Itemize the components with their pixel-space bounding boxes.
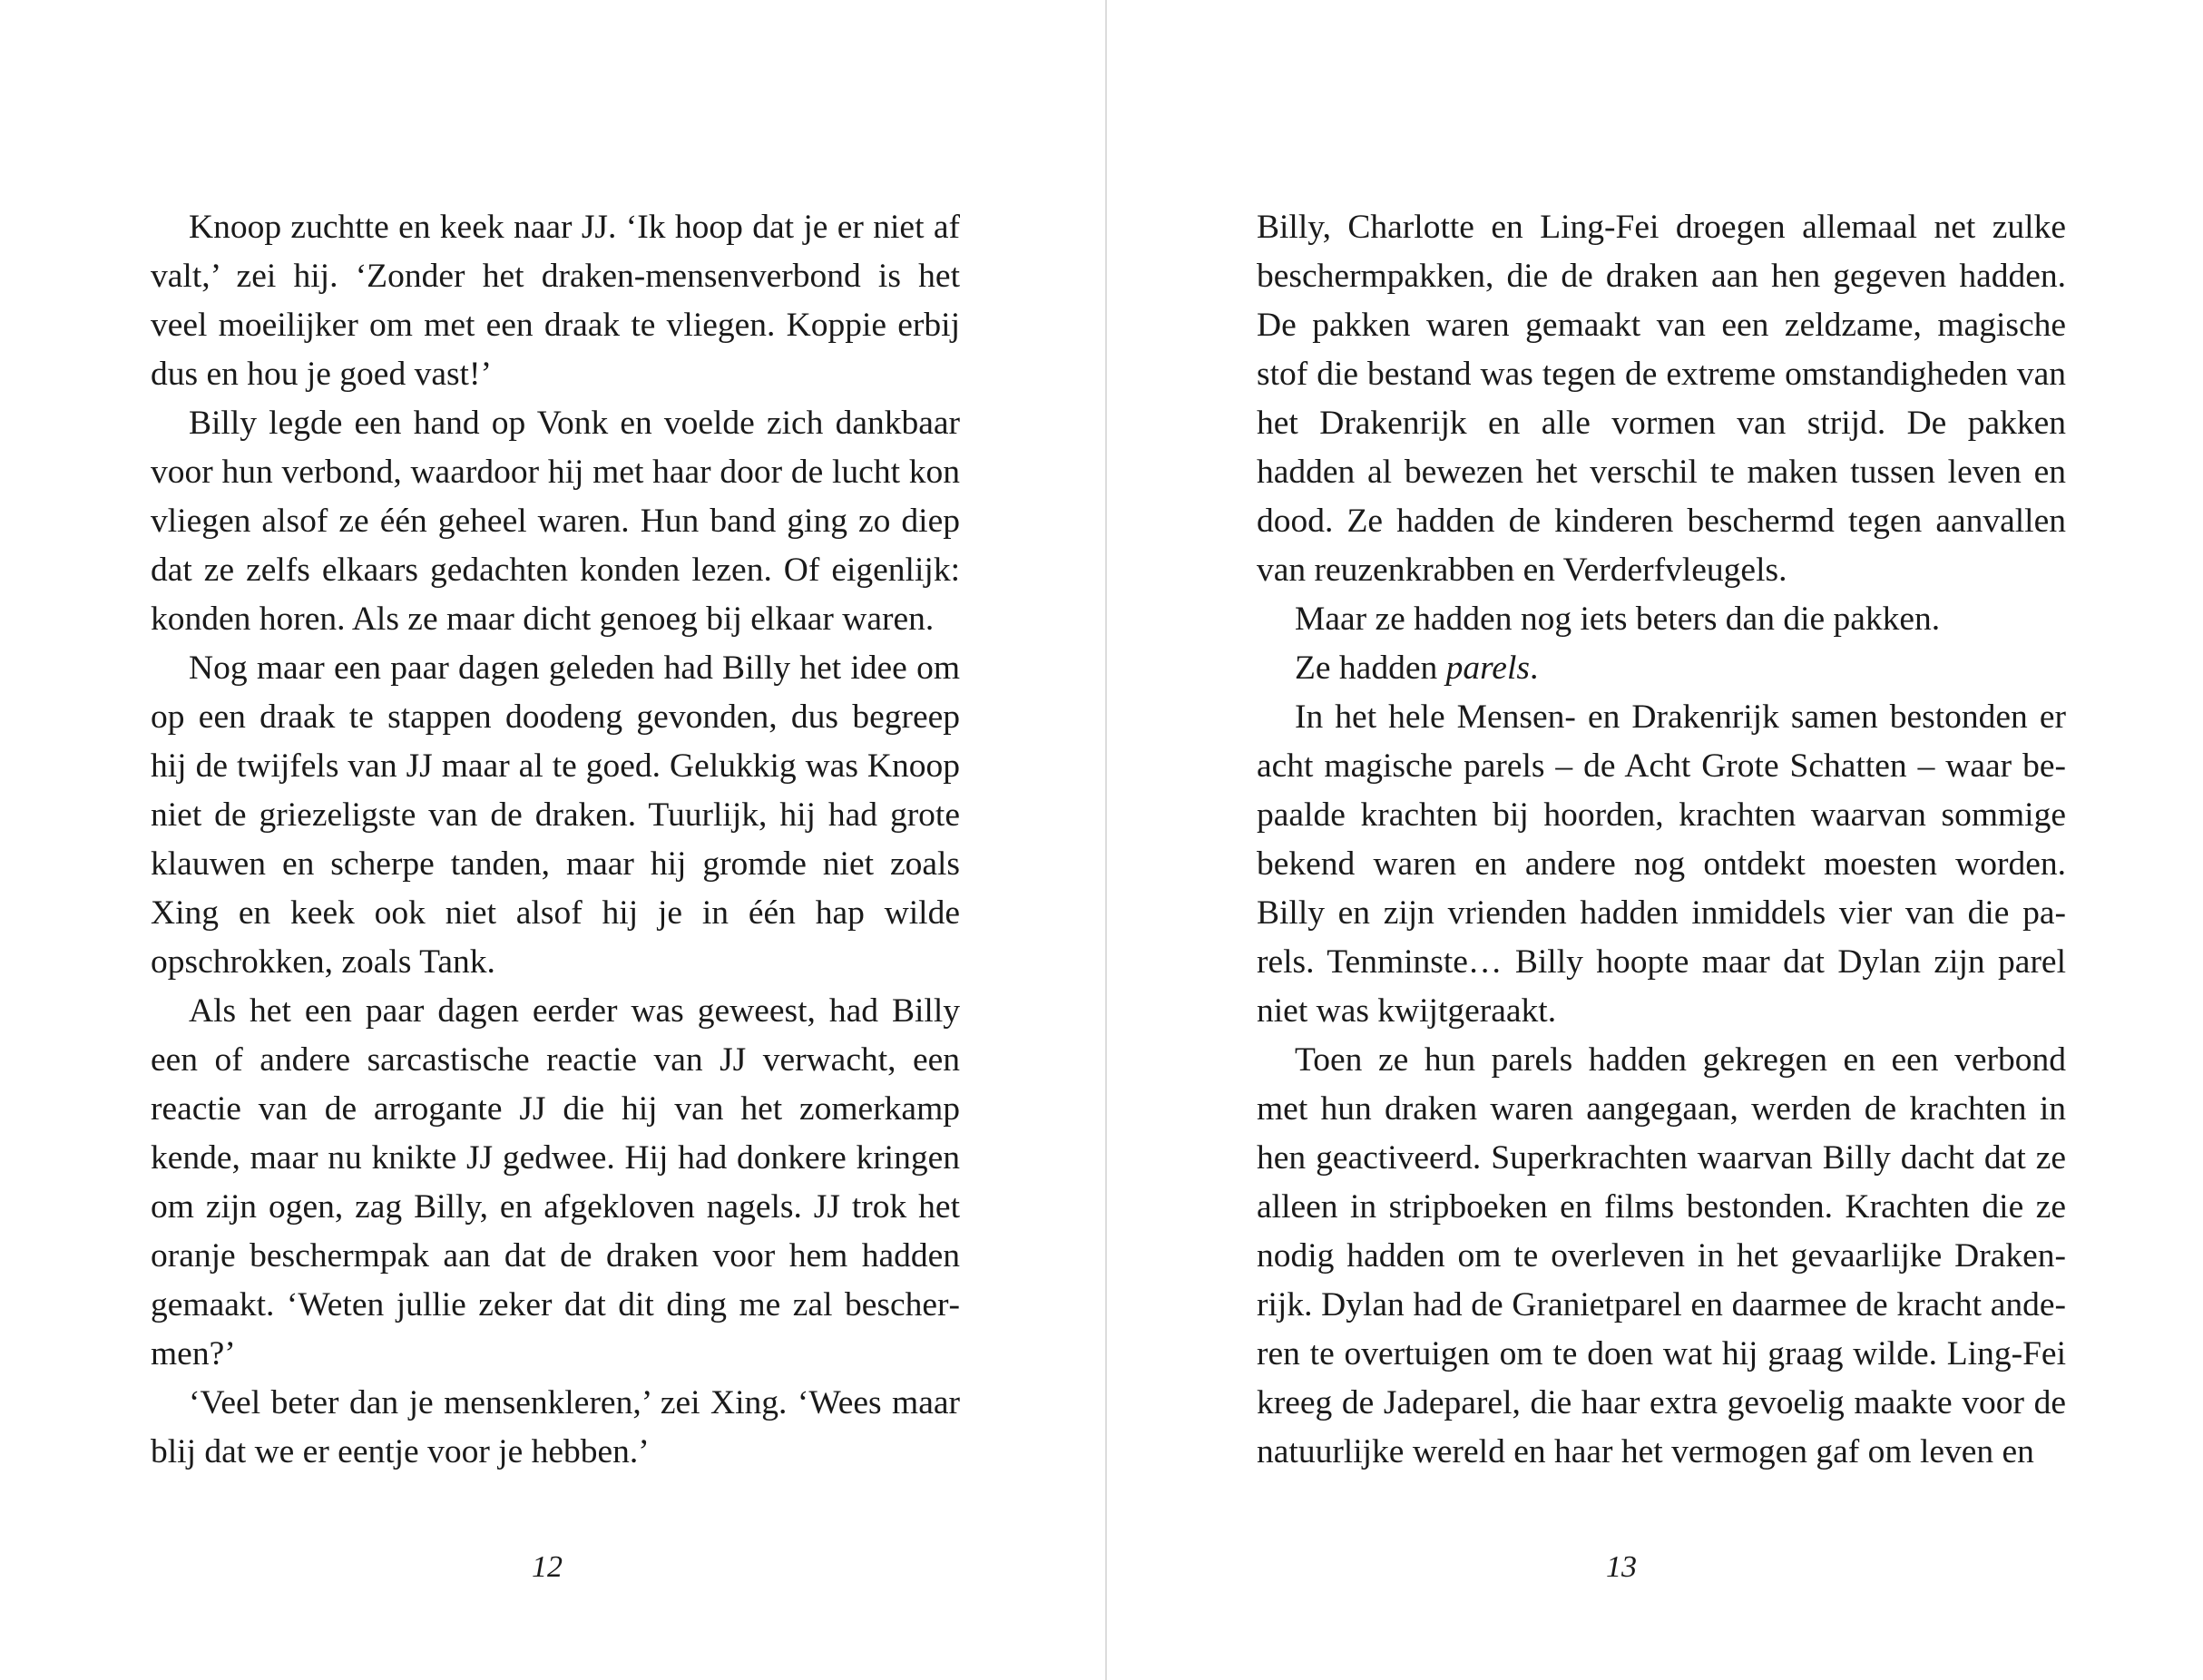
paragraph: Billy, Charlotte en Ling-Fei droegen allemaal net zulke beschermpakken, die de draken aan hen gegeven hadden. De pakken waren gemaakt van een zeldzame, magische stof die bestand was tegen de extreme omstandigheden van het Drakenrijk en alle vormen van strijd. De pakken hadden al bewezen het verschil te maken tussen leven en dood. Ze hadden de kinderen beschermd tegen aanvallen van reuzenkrabben en Verderfvleugels. [1257,209,2066,589]
paragraph: Nog maar een paar dagen geleden had Billy het idee om op een draak te stappen doodeng gevonden, dus begreep hij de twijfels van JJ maar al te goed. Gelukkig was Knoop niet de griezeligste van de draken. Tuurlijk, hij had grote klauwen en scherpe tanden, maar hij gromde niet zoals Xing en keek ook niet alsof hij je in één hap wilde opschrokken, zoals Tank. [151,650,960,981]
paragraph: Toen ze hun parels hadden gekregen en een verbond met hun draken waren aangegaan, werden de krachten in hen geactiveerd. Superkrachten waarvan Billy dacht dat ze alleen in stripboeken en films bestonden. Krachten die ze nodig hadden om te overleven in het gevaarlijke Drakenrijk. Dylan had de Granietparel en daarmee de kracht anderen te overtuigen om te doen wat hij graag wilde. Ling-Fei kreeg de Jadeparel, die haar extra gevoelig maakte voor de natuurlijke wereld en haar het vermogen gaf om leven en [1257,1041,2066,1470]
left-page-text [151,203,960,1477]
italic-line-prefix: Ze hadden [1295,650,1446,687]
paragraph: Als het een paar dagen eerder was geweest, had Billy een of andere sarcastische reactie van JJ verwacht, een reactie van de arrogante JJ die hij van het zomerkamp kende, maar nu knikte JJ gedwee. Hij had donkere kringen om zijn ogen, zag Billy, en afgekloven nagels. JJ trok het oranje beschermpak aan dat de draken voor hem hadden gemaakt. ‘Weten jullie zeker dat dit ding me zal beschermen?’ [151,992,960,1372]
paragraph-italic-line [1257,644,2066,693]
paragraph: Billy legde een hand op Vonk en voelde zich dankbaar voor hun verbond, waardoor hij met haar door de lucht kon vliegen alsof ze één geheel waren. Hun band ging zo diep dat ze zelfs elkaars gedachten konden lezen. Of eigenlijk: konden horen. Als ze maar dicht genoeg bij elkaar waren. [151,405,960,638]
italic-emphasis: parels [1445,650,1530,687]
paragraph: ‘Veel beter dan je mensenkleren,’ zei Xing. ‘Wees maar blij dat we er eentje voor je hebben.’ [151,1384,960,1470]
paragraph: Knoop zuchtte en keek naar JJ. ‘Ik hoop dat je er niet af valt,’ zei hij. ‘Zonder het draken-mensenverbond is het veel moeilijker om met een draak te vliegen. Koppie erbij dus en hou je goed vast!’ [151,209,960,393]
right-page [1107,0,2203,1680]
italic-line-suffix: . [1529,650,1539,687]
right-page-text [1257,203,2066,1477]
paragraph: In het hele Mensen- en Drakenrijk samen bestonden er acht magische parels – de Acht Grote Schatten – waar bepaalde krachten bij hoorden, krachten waarvan sommige bekend waren en andere nog ontdekt moesten worden. Billy en zijn vrienden hadden inmiddels vier van die parels. Tenminste… Billy hoopte maar dat Dylan zijn parel niet was kwijtgeraakt. [1257,698,2066,1030]
page-number-left: 12 [532,1550,563,1584]
page-number-right: 13 [1606,1550,1637,1584]
paragraph: Maar ze hadden nog iets beters dan die pakken. [1295,601,1941,638]
